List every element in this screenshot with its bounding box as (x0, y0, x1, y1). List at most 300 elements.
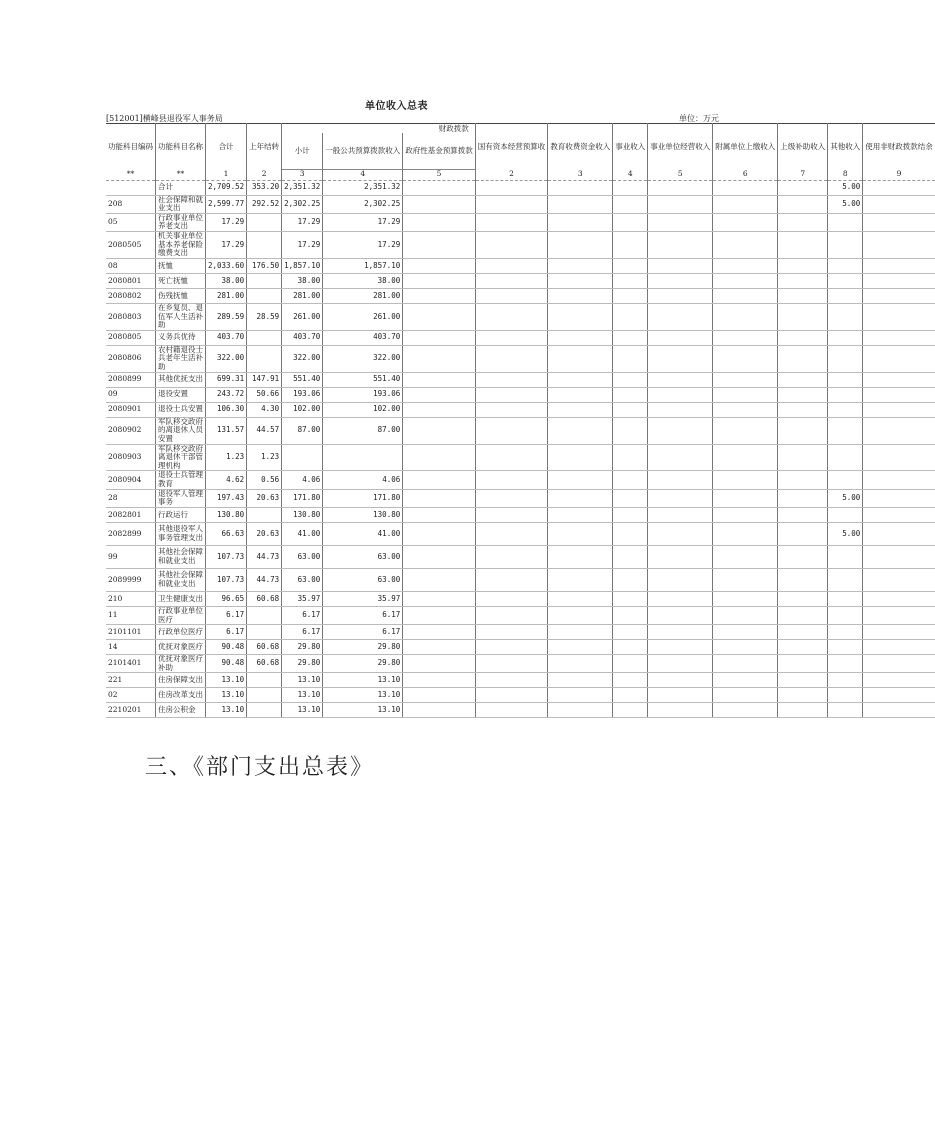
row-upper-subsidy (778, 195, 828, 213)
column-number: 2 (247, 169, 282, 180)
row-subtotal: 281.00 (282, 288, 323, 303)
table-row (106, 258, 935, 273)
row-non-fiscal-balance (863, 258, 935, 273)
header-subtotal: 小计 (282, 133, 323, 169)
row-business (613, 417, 648, 444)
row-gov-fund (403, 591, 476, 606)
row-other: 5.00 (828, 489, 863, 507)
header-state-capital: 国有资本经营预算收 (475, 124, 548, 170)
row-general-budget: 17.29 (323, 213, 403, 231)
row-general-budget: 403.70 (323, 330, 403, 345)
row-subsidiary (713, 703, 778, 718)
row-carryover (247, 703, 282, 718)
row-subsidiary (713, 273, 778, 288)
row-code: 221 (106, 673, 156, 688)
row-code: 2101401 (106, 655, 156, 673)
row-subsidiary (713, 507, 778, 522)
row-subtotal: 551.40 (282, 372, 323, 387)
row-other (828, 444, 863, 471)
row-code: 05 (106, 213, 156, 231)
row-subsidiary (713, 372, 778, 387)
row-upper-subsidy (778, 568, 828, 591)
header-carryover: 上年结转 (247, 124, 282, 170)
row-gov-fund (403, 545, 476, 568)
row-name: 义务兵优待 (156, 330, 206, 345)
row-state-capital (475, 273, 548, 288)
row-general-budget: 13.10 (323, 703, 403, 718)
row-business-op (648, 387, 713, 402)
row-carryover: 20.63 (247, 489, 282, 507)
row-total: 6.17 (206, 606, 247, 624)
row-other (828, 655, 863, 673)
table-row (106, 545, 935, 568)
row-state-capital (475, 288, 548, 303)
row-upper-subsidy (778, 330, 828, 345)
row-upper-subsidy (778, 444, 828, 471)
row-total: 17.29 (206, 232, 247, 259)
row-general-budget: 281.00 (323, 288, 403, 303)
row-business-op (648, 507, 713, 522)
row-gov-fund (403, 417, 476, 444)
row-code: 11 (106, 606, 156, 624)
row-total: 90.48 (206, 655, 247, 673)
row-name: 优抚对象医疗 (156, 640, 206, 655)
row-business (613, 387, 648, 402)
row-other (828, 591, 863, 606)
row-subsidiary (713, 625, 778, 640)
row-general-budget: 35.97 (323, 591, 403, 606)
header-non-fiscal-balance: 使用非财政拨款结余 (863, 124, 935, 170)
row-subsidiary (713, 545, 778, 568)
row-carryover (247, 345, 282, 372)
row-total: 4.62 (206, 471, 247, 489)
row-edu-fee (548, 545, 613, 568)
row-non-fiscal-balance (863, 180, 935, 195)
row-business-op (648, 703, 713, 718)
row-carryover: 60.68 (247, 640, 282, 655)
row-carryover: 292.52 (247, 195, 282, 213)
row-business (613, 568, 648, 591)
row-name: 退役军人管理事务 (156, 489, 206, 507)
row-non-fiscal-balance (863, 625, 935, 640)
row-business (613, 273, 648, 288)
row-total: 197.43 (206, 489, 247, 507)
row-non-fiscal-balance (863, 195, 935, 213)
row-general-budget: 102.00 (323, 402, 403, 417)
header-name: 功能科目名称 (156, 124, 206, 170)
row-name: 农村籍退役士兵老年生活补助 (156, 345, 206, 372)
row-subsidiary (713, 345, 778, 372)
row-other (828, 545, 863, 568)
row-non-fiscal-balance (863, 522, 935, 545)
header-business-op: 事业单位经营收入 (648, 124, 713, 170)
row-business-op (648, 568, 713, 591)
row-gov-fund (403, 489, 476, 507)
row-business-op (648, 655, 713, 673)
row-edu-fee (548, 330, 613, 345)
row-name: 住房改革支出 (156, 688, 206, 703)
row-edu-fee (548, 180, 613, 195)
row-other: 5.00 (828, 195, 863, 213)
row-gov-fund (403, 195, 476, 213)
row-subtotal: 1,857.10 (282, 258, 323, 273)
row-business (613, 288, 648, 303)
row-business (613, 545, 648, 568)
row-business (613, 507, 648, 522)
row-other (828, 232, 863, 259)
row-total: 281.00 (206, 288, 247, 303)
header-upper-subsidy: 上级补助收入 (778, 124, 828, 170)
row-state-capital (475, 489, 548, 507)
row-business-op (648, 673, 713, 688)
row-name: 合计 (156, 180, 206, 195)
row-business (613, 444, 648, 471)
row-subtotal: 2,302.25 (282, 195, 323, 213)
row-upper-subsidy (778, 213, 828, 231)
row-edu-fee (548, 195, 613, 213)
row-general-budget: 2,302.25 (323, 195, 403, 213)
row-non-fiscal-balance (863, 640, 935, 655)
row-carryover: 44.57 (247, 417, 282, 444)
row-total: 130.80 (206, 507, 247, 522)
row-gov-fund (403, 288, 476, 303)
row-carryover (247, 330, 282, 345)
row-total: 38.00 (206, 273, 247, 288)
row-subsidiary (713, 606, 778, 624)
row-edu-fee (548, 655, 613, 673)
row-upper-subsidy (778, 387, 828, 402)
row-gov-fund (403, 688, 476, 703)
row-carryover: 60.68 (247, 655, 282, 673)
row-carryover (247, 688, 282, 703)
row-business-op (648, 330, 713, 345)
row-business (613, 232, 648, 259)
row-upper-subsidy (778, 673, 828, 688)
table-row (106, 507, 935, 522)
row-gov-fund (403, 402, 476, 417)
row-subtotal: 171.80 (282, 489, 323, 507)
row-state-capital (475, 330, 548, 345)
row-state-capital (475, 625, 548, 640)
row-subsidiary (713, 655, 778, 673)
column-number: 4 (613, 169, 648, 180)
column-number: 3 (548, 169, 613, 180)
row-code: 2080805 (106, 330, 156, 345)
row-name: 行政事业单位养老支出 (156, 213, 206, 231)
row-business (613, 522, 648, 545)
row-general-budget: 41.00 (323, 522, 403, 545)
row-upper-subsidy (778, 606, 828, 624)
row-code: 2089999 (106, 568, 156, 591)
row-edu-fee (548, 387, 613, 402)
row-general-budget: 29.80 (323, 655, 403, 673)
table-row (106, 673, 935, 688)
row-upper-subsidy (778, 545, 828, 568)
row-state-capital (475, 673, 548, 688)
row-code: 2082801 (106, 507, 156, 522)
row-subtotal: 63.00 (282, 568, 323, 591)
row-carryover: 176.50 (247, 258, 282, 273)
row-general-budget: 261.00 (323, 303, 403, 330)
row-subtotal: 261.00 (282, 303, 323, 330)
row-general-budget: 322.00 (323, 345, 403, 372)
header-row (106, 124, 935, 134)
row-name: 其他优抚支出 (156, 372, 206, 387)
header-subsidiary: 附属单位上缴收入 (713, 124, 778, 170)
row-code: 2080803 (106, 303, 156, 330)
row-general-budget: 13.10 (323, 673, 403, 688)
organization-label: [512001]横峰县退役军人事务局 (106, 114, 223, 123)
row-other (828, 568, 863, 591)
row-subsidiary (713, 258, 778, 273)
row-gov-fund (403, 330, 476, 345)
row-edu-fee (548, 402, 613, 417)
row-business (613, 625, 648, 640)
header-business: 事业收入 (613, 124, 648, 170)
row-total: 699.31 (206, 372, 247, 387)
row-other (828, 703, 863, 718)
row-total: 243.72 (206, 387, 247, 402)
row-non-fiscal-balance (863, 606, 935, 624)
row-total: 403.70 (206, 330, 247, 345)
row-total: 90.48 (206, 640, 247, 655)
row-subsidiary (713, 288, 778, 303)
row-non-fiscal-balance (863, 444, 935, 471)
row-code: 2080899 (106, 372, 156, 387)
row-gov-fund (403, 625, 476, 640)
row-total: 107.73 (206, 545, 247, 568)
table-row (106, 195, 935, 213)
row-general-budget: 17.29 (323, 232, 403, 259)
row-total: 2,599.77 (206, 195, 247, 213)
row-non-fiscal-balance (863, 330, 935, 345)
row-state-capital (475, 345, 548, 372)
row-subsidiary (713, 444, 778, 471)
row-subtotal: 17.29 (282, 232, 323, 259)
row-subtotal: 193.06 (282, 387, 323, 402)
row-state-capital (475, 387, 548, 402)
row-business (613, 330, 648, 345)
row-edu-fee (548, 444, 613, 471)
row-other (828, 606, 863, 624)
row-state-capital (475, 213, 548, 231)
row-code: 2080904 (106, 471, 156, 489)
row-upper-subsidy (778, 258, 828, 273)
income-summary-table (106, 123, 935, 718)
row-total: 322.00 (206, 345, 247, 372)
table-row (106, 471, 935, 489)
row-gov-fund (403, 655, 476, 673)
row-business-op (648, 471, 713, 489)
row-edu-fee (548, 303, 613, 330)
table-row (106, 345, 935, 372)
row-name: 优抚对象医疗补助 (156, 655, 206, 673)
row-other (828, 330, 863, 345)
table-row (106, 232, 935, 259)
row-gov-fund (403, 273, 476, 288)
row-business-op (648, 402, 713, 417)
row-subtotal (282, 444, 323, 471)
row-total: 96.65 (206, 591, 247, 606)
row-upper-subsidy (778, 180, 828, 195)
row-edu-fee (548, 673, 613, 688)
row-business-op (648, 180, 713, 195)
row-subtotal: 29.80 (282, 640, 323, 655)
row-subtotal: 130.80 (282, 507, 323, 522)
row-edu-fee (548, 471, 613, 489)
row-name: 行政事业单位医疗 (156, 606, 206, 624)
row-code: 2080801 (106, 273, 156, 288)
row-general-budget: 4.06 (323, 471, 403, 489)
row-upper-subsidy (778, 625, 828, 640)
row-upper-subsidy (778, 640, 828, 655)
row-carryover (247, 625, 282, 640)
row-gov-fund (403, 673, 476, 688)
row-business (613, 703, 648, 718)
row-subtotal: 6.17 (282, 625, 323, 640)
table-row (106, 213, 935, 231)
column-number: ** (106, 169, 156, 180)
table-row (106, 402, 935, 417)
row-state-capital (475, 417, 548, 444)
row-gov-fund (403, 522, 476, 545)
row-subtotal: 38.00 (282, 273, 323, 288)
row-carryover: 20.63 (247, 522, 282, 545)
row-upper-subsidy (778, 273, 828, 288)
row-code: 2082899 (106, 522, 156, 545)
row-state-capital (475, 471, 548, 489)
row-gov-fund (403, 180, 476, 195)
row-upper-subsidy (778, 507, 828, 522)
row-other (828, 471, 863, 489)
section-heading: 三、《部门支出总表》 (145, 755, 375, 780)
row-state-capital (475, 444, 548, 471)
row-gov-fund (403, 387, 476, 402)
row-edu-fee (548, 568, 613, 591)
row-business (613, 471, 648, 489)
row-subtotal: 4.06 (282, 471, 323, 489)
row-subtotal: 13.10 (282, 673, 323, 688)
row-state-capital (475, 372, 548, 387)
row-business-op (648, 273, 713, 288)
row-non-fiscal-balance (863, 703, 935, 718)
row-general-budget: 63.00 (323, 568, 403, 591)
row-state-capital (475, 688, 548, 703)
row-subsidiary (713, 489, 778, 507)
row-subsidiary (713, 387, 778, 402)
header-edu-fee: 教育收费资金收入 (548, 124, 613, 170)
header-gov-fund: 政府性基金预算拨款 (403, 133, 476, 169)
row-code: 09 (106, 387, 156, 402)
row-edu-fee (548, 507, 613, 522)
row-code: 2080903 (106, 444, 156, 471)
row-business (613, 372, 648, 387)
column-number: 4 (323, 169, 403, 180)
row-upper-subsidy (778, 688, 828, 703)
row-name: 伤残抚恤 (156, 288, 206, 303)
row-business-op (648, 195, 713, 213)
row-code: 2101101 (106, 625, 156, 640)
row-business-op (648, 522, 713, 545)
row-code: 28 (106, 489, 156, 507)
row-carryover: 353.20 (247, 180, 282, 195)
row-total: 2,709.52 (206, 180, 247, 195)
row-state-capital (475, 640, 548, 655)
row-upper-subsidy (778, 471, 828, 489)
row-total: 2,033.60 (206, 258, 247, 273)
table-row (106, 703, 935, 718)
table-row (106, 625, 935, 640)
row-business-op (648, 258, 713, 273)
row-subtotal: 35.97 (282, 591, 323, 606)
row-edu-fee (548, 688, 613, 703)
row-non-fiscal-balance (863, 507, 935, 522)
currency-unit-label: 单位：万元 (679, 114, 719, 123)
row-non-fiscal-balance (863, 372, 935, 387)
row-edu-fee (548, 591, 613, 606)
table-row (106, 387, 935, 402)
row-edu-fee (548, 372, 613, 387)
row-name: 行政单位医疗 (156, 625, 206, 640)
row-carryover: 60.68 (247, 591, 282, 606)
row-non-fiscal-balance (863, 471, 935, 489)
row-gov-fund (403, 640, 476, 655)
row-total: 6.17 (206, 625, 247, 640)
row-business-op (648, 232, 713, 259)
row-subtotal: 17.29 (282, 213, 323, 231)
row-code: 02 (106, 688, 156, 703)
row-business-op (648, 640, 713, 655)
row-carryover (247, 213, 282, 231)
row-business (613, 213, 648, 231)
row-general-budget: 87.00 (323, 417, 403, 444)
row-general-budget: 2,351.32 (323, 180, 403, 195)
row-other (828, 625, 863, 640)
row-edu-fee (548, 703, 613, 718)
row-state-capital (475, 591, 548, 606)
row-upper-subsidy (778, 417, 828, 444)
column-number: 2 (475, 169, 548, 180)
table-row (106, 303, 935, 330)
row-business-op (648, 444, 713, 471)
row-total: 13.10 (206, 688, 247, 703)
column-number-row (106, 169, 935, 180)
row-business-op (648, 417, 713, 444)
row-upper-subsidy (778, 522, 828, 545)
row-gov-fund (403, 232, 476, 259)
table-row (106, 591, 935, 606)
table-row (106, 640, 935, 655)
row-gov-fund (403, 507, 476, 522)
row-name: 退役士兵管理教育 (156, 471, 206, 489)
row-code (106, 180, 156, 195)
row-non-fiscal-balance (863, 273, 935, 288)
row-business-op (648, 591, 713, 606)
row-other (828, 213, 863, 231)
row-total: 106.30 (206, 402, 247, 417)
row-non-fiscal-balance (863, 489, 935, 507)
row-general-budget: 193.06 (323, 387, 403, 402)
row-gov-fund (403, 444, 476, 471)
row-name: 退役士兵安置 (156, 402, 206, 417)
row-gov-fund (403, 703, 476, 718)
row-other (828, 640, 863, 655)
row-state-capital (475, 545, 548, 568)
row-subtotal: 87.00 (282, 417, 323, 444)
row-upper-subsidy (778, 288, 828, 303)
column-number: 5 (403, 169, 476, 180)
row-subsidiary (713, 640, 778, 655)
